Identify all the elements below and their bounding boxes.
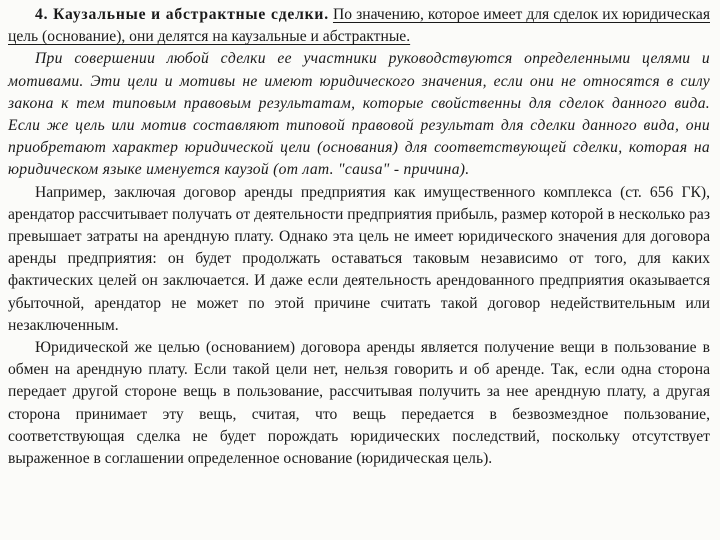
paragraph-lease-example: Например, заключая договор аренды предприятия как имущественного комплекса (ст. 656 ГК), арендатор рассчитывает получать от деятельности предприятия прибыль, размер которой в несколько раз превышает затраты на арендную плату. Однако эта цель не имеет юридического значения для договора аренды предприятия: он будет продолжать оставаться таковым независимо от того, для каких фактических целей он заключается. И даже если деятельность арендованного предприятия оказывается убыточной, арендатор не может по этой причине считать такой договор недействительным или незаключенным. (8, 183, 710, 334)
section-definition: По значению, которое имеет для сделок их юридическая цель (основание), они делятся на каузальные и абстрактные. (8, 6, 710, 46)
paragraph-legal-purpose: Юридической же целью (основанием) договора аренды является получение вещи в пользование в обмен на арендную плату. Если такой цели нет, нельзя говорить и об аренде. Так, если одна сторона передает другой стороне вещь в пользование, рассчитывая получить за нее арендную плату, а другая сторона принимает эту вещь, считая, что вещь передается в безвозмездное пользование, соответствующая сделка не будет порождать юридических последствий, поскольку отсутствует выраженное в соглашении определенное основание (юридическая цель). (8, 339, 710, 468)
section-heading: 4. Каузальные и абстрактные сделки. (35, 6, 329, 23)
paragraph-purposes-and-motives: При совершении любой сделки ее участники руководствуются определенными целями и мотивами. Эти цели и мотивы не имеют юридического значения, если они не относятся в силу закона к тем типовым правовым результатам, которые свойственны для сделок данного вида. Если же цель или мотив составляют типовой правовой результат для сделки данного вида, они приобретают характер юридической цели (основания) для соответствующей сделки, которая на юридическом языке именуется каузой (от лат. "causa" - причина). (8, 50, 710, 179)
section-heading-paragraph (8, 4, 710, 48)
document-body (8, 4, 710, 470)
